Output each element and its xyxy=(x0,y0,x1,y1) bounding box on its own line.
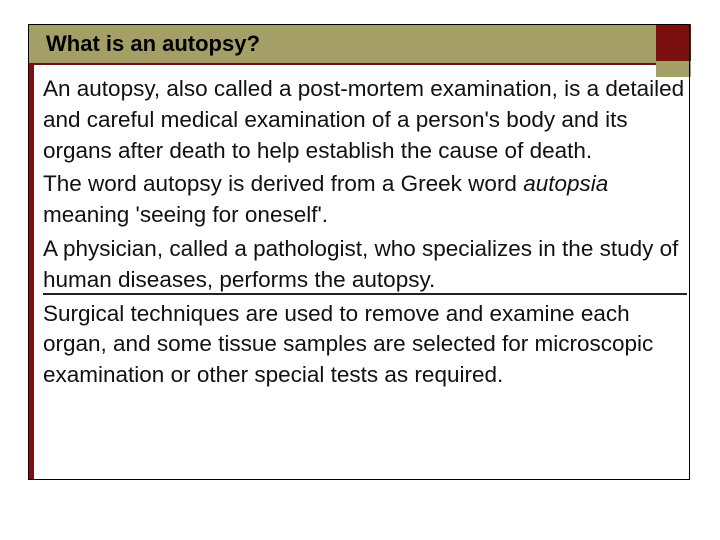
greek-word-autopsia: autopsia xyxy=(523,171,609,197)
slide-title: What is an autopsy? xyxy=(46,31,260,56)
etymology-text-before: The word autopsy is derived from a Greek word xyxy=(43,171,524,197)
paragraph-etymology xyxy=(43,169,685,231)
paragraph-techniques: Surgical techniques are used to remove and examine each organ, and some tissue samples are selected for microscopic examination or other special tests as required. xyxy=(43,300,654,388)
overlapping-rule-line xyxy=(43,293,687,295)
paragraph-definition: An autopsy, also called a post-mortem examination, is a detailed and careful medical examination of a person's body and its organs after death to help establish the cause of death. xyxy=(43,76,685,163)
etymology-text-after: meaning 'seeing for oneself'. xyxy=(43,202,329,228)
paragraph-pathologist: A physician, called a pathologist, who specializes in the study of human diseases, performs the autopsy. xyxy=(43,235,679,292)
slide-body xyxy=(43,74,685,394)
